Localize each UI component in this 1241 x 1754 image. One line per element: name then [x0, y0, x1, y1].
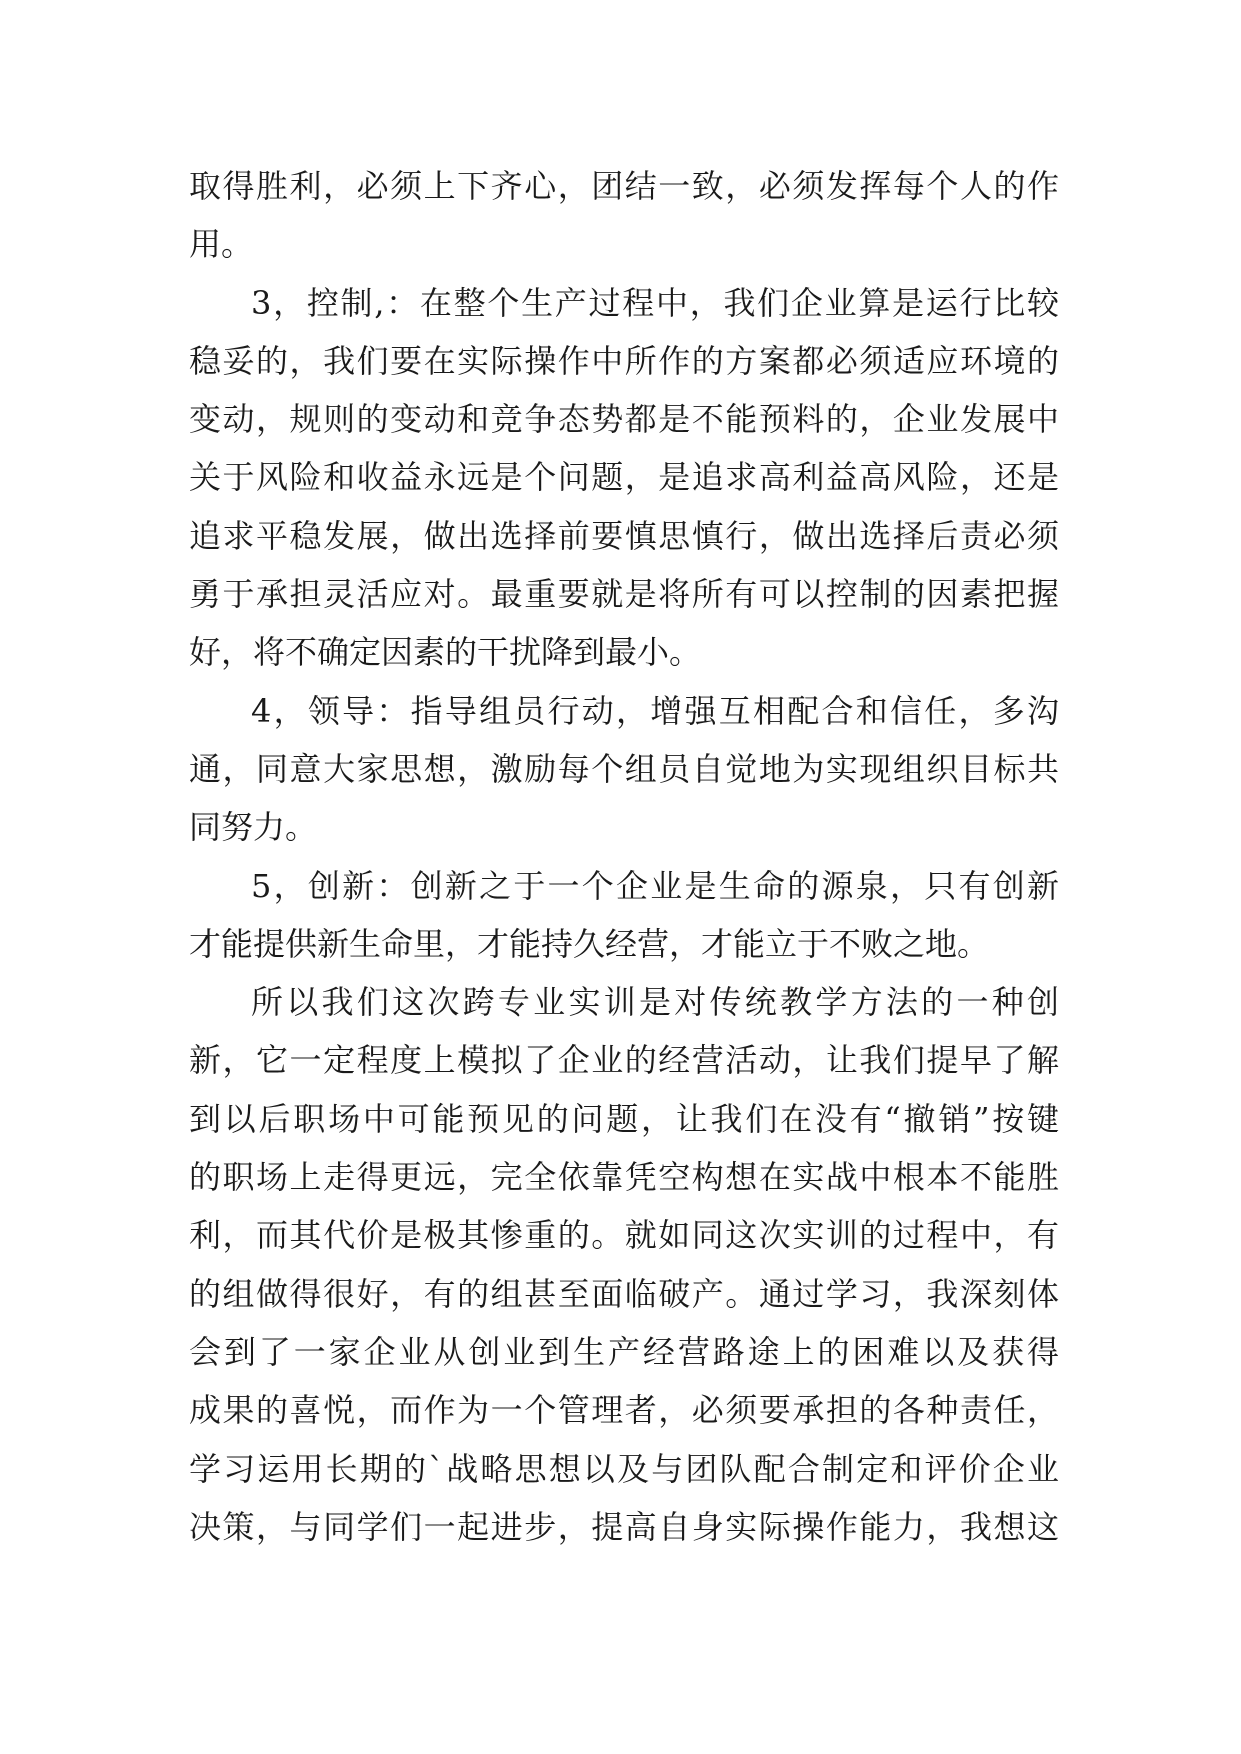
text-line: 决策，与同学们一起进步，提高自身实际操作能力，我想这 — [189, 1507, 1059, 1546]
text-line: 4，领导：指导组员行动，增强互相配合和信任，多沟 — [251, 691, 1059, 730]
text-line: 新，它一定程度上模拟了企业的经营活动，让我们提早了解 — [189, 1041, 1059, 1080]
text-line: 的组做得很好，有的组甚至面临破产。通过学习，我深刻体 — [189, 1274, 1059, 1313]
text-line: 变动，规则的变动和竞争态势都是不能预料的，企业发展中 — [189, 400, 1059, 439]
text-line: 3，控制,：在整个生产过程中，我们企业算是运行比较 — [251, 283, 1059, 322]
text-line: 成果的喜悦，而作为一个管理者，必须要承担的各种责任， — [189, 1391, 1059, 1430]
text-line: 同努力。 — [189, 808, 318, 847]
text-line: 会到了一家企业从创业到生产经营路途上的困难以及获得 — [189, 1332, 1059, 1371]
text-line: 通，同意大家思想，激励每个组员自觉地为实现组织目标共 — [189, 749, 1059, 788]
text-line: 利，而其代价是极其惨重的。就如同这次实训的过程中，有 — [189, 1216, 1059, 1255]
text-line: 学习运用长期的`战略思想以及与团队配合制定和评价企业 — [189, 1449, 1059, 1488]
text-line: 才能提供新生命里，才能持久经营，才能立于不败之地。 — [189, 924, 990, 963]
text-line: 稳妥的，我们要在实际操作中所作的方案都必须适应环境的 — [189, 341, 1059, 380]
text-line: 取得胜利，必须上下齐心，团结一致，必须发挥每个人的作 — [189, 167, 1059, 205]
body-text — [189, 157, 1059, 1556]
text-line: 到以后职场中可能预见的问题，让我们在没有“撤销”按键 — [189, 1099, 1059, 1138]
text-line: 好，将不确定因素的干扰降到最小。 — [189, 633, 702, 672]
text-line: 追求平稳发展，做出选择前要慎思慎行，做出选择后责必须 — [189, 516, 1059, 555]
text-line: 勇于承担灵活应对。最重要就是将所有可以控制的因素把握 — [189, 575, 1059, 614]
text-line: 关于风险和收益永远是个问题，是追求高利益高风险，还是 — [189, 458, 1059, 497]
text-line: 用。 — [189, 225, 254, 264]
text-line: 5，创新：创新之于一个企业是生命的源泉，只有创新 — [251, 866, 1059, 905]
text-line: 的职场上走得更远，完全依靠凭空构想在实战中根本不能胜 — [189, 1158, 1059, 1197]
text-line: 所以我们这次跨专业实训是对传统教学方法的一种创 — [251, 983, 1059, 1022]
